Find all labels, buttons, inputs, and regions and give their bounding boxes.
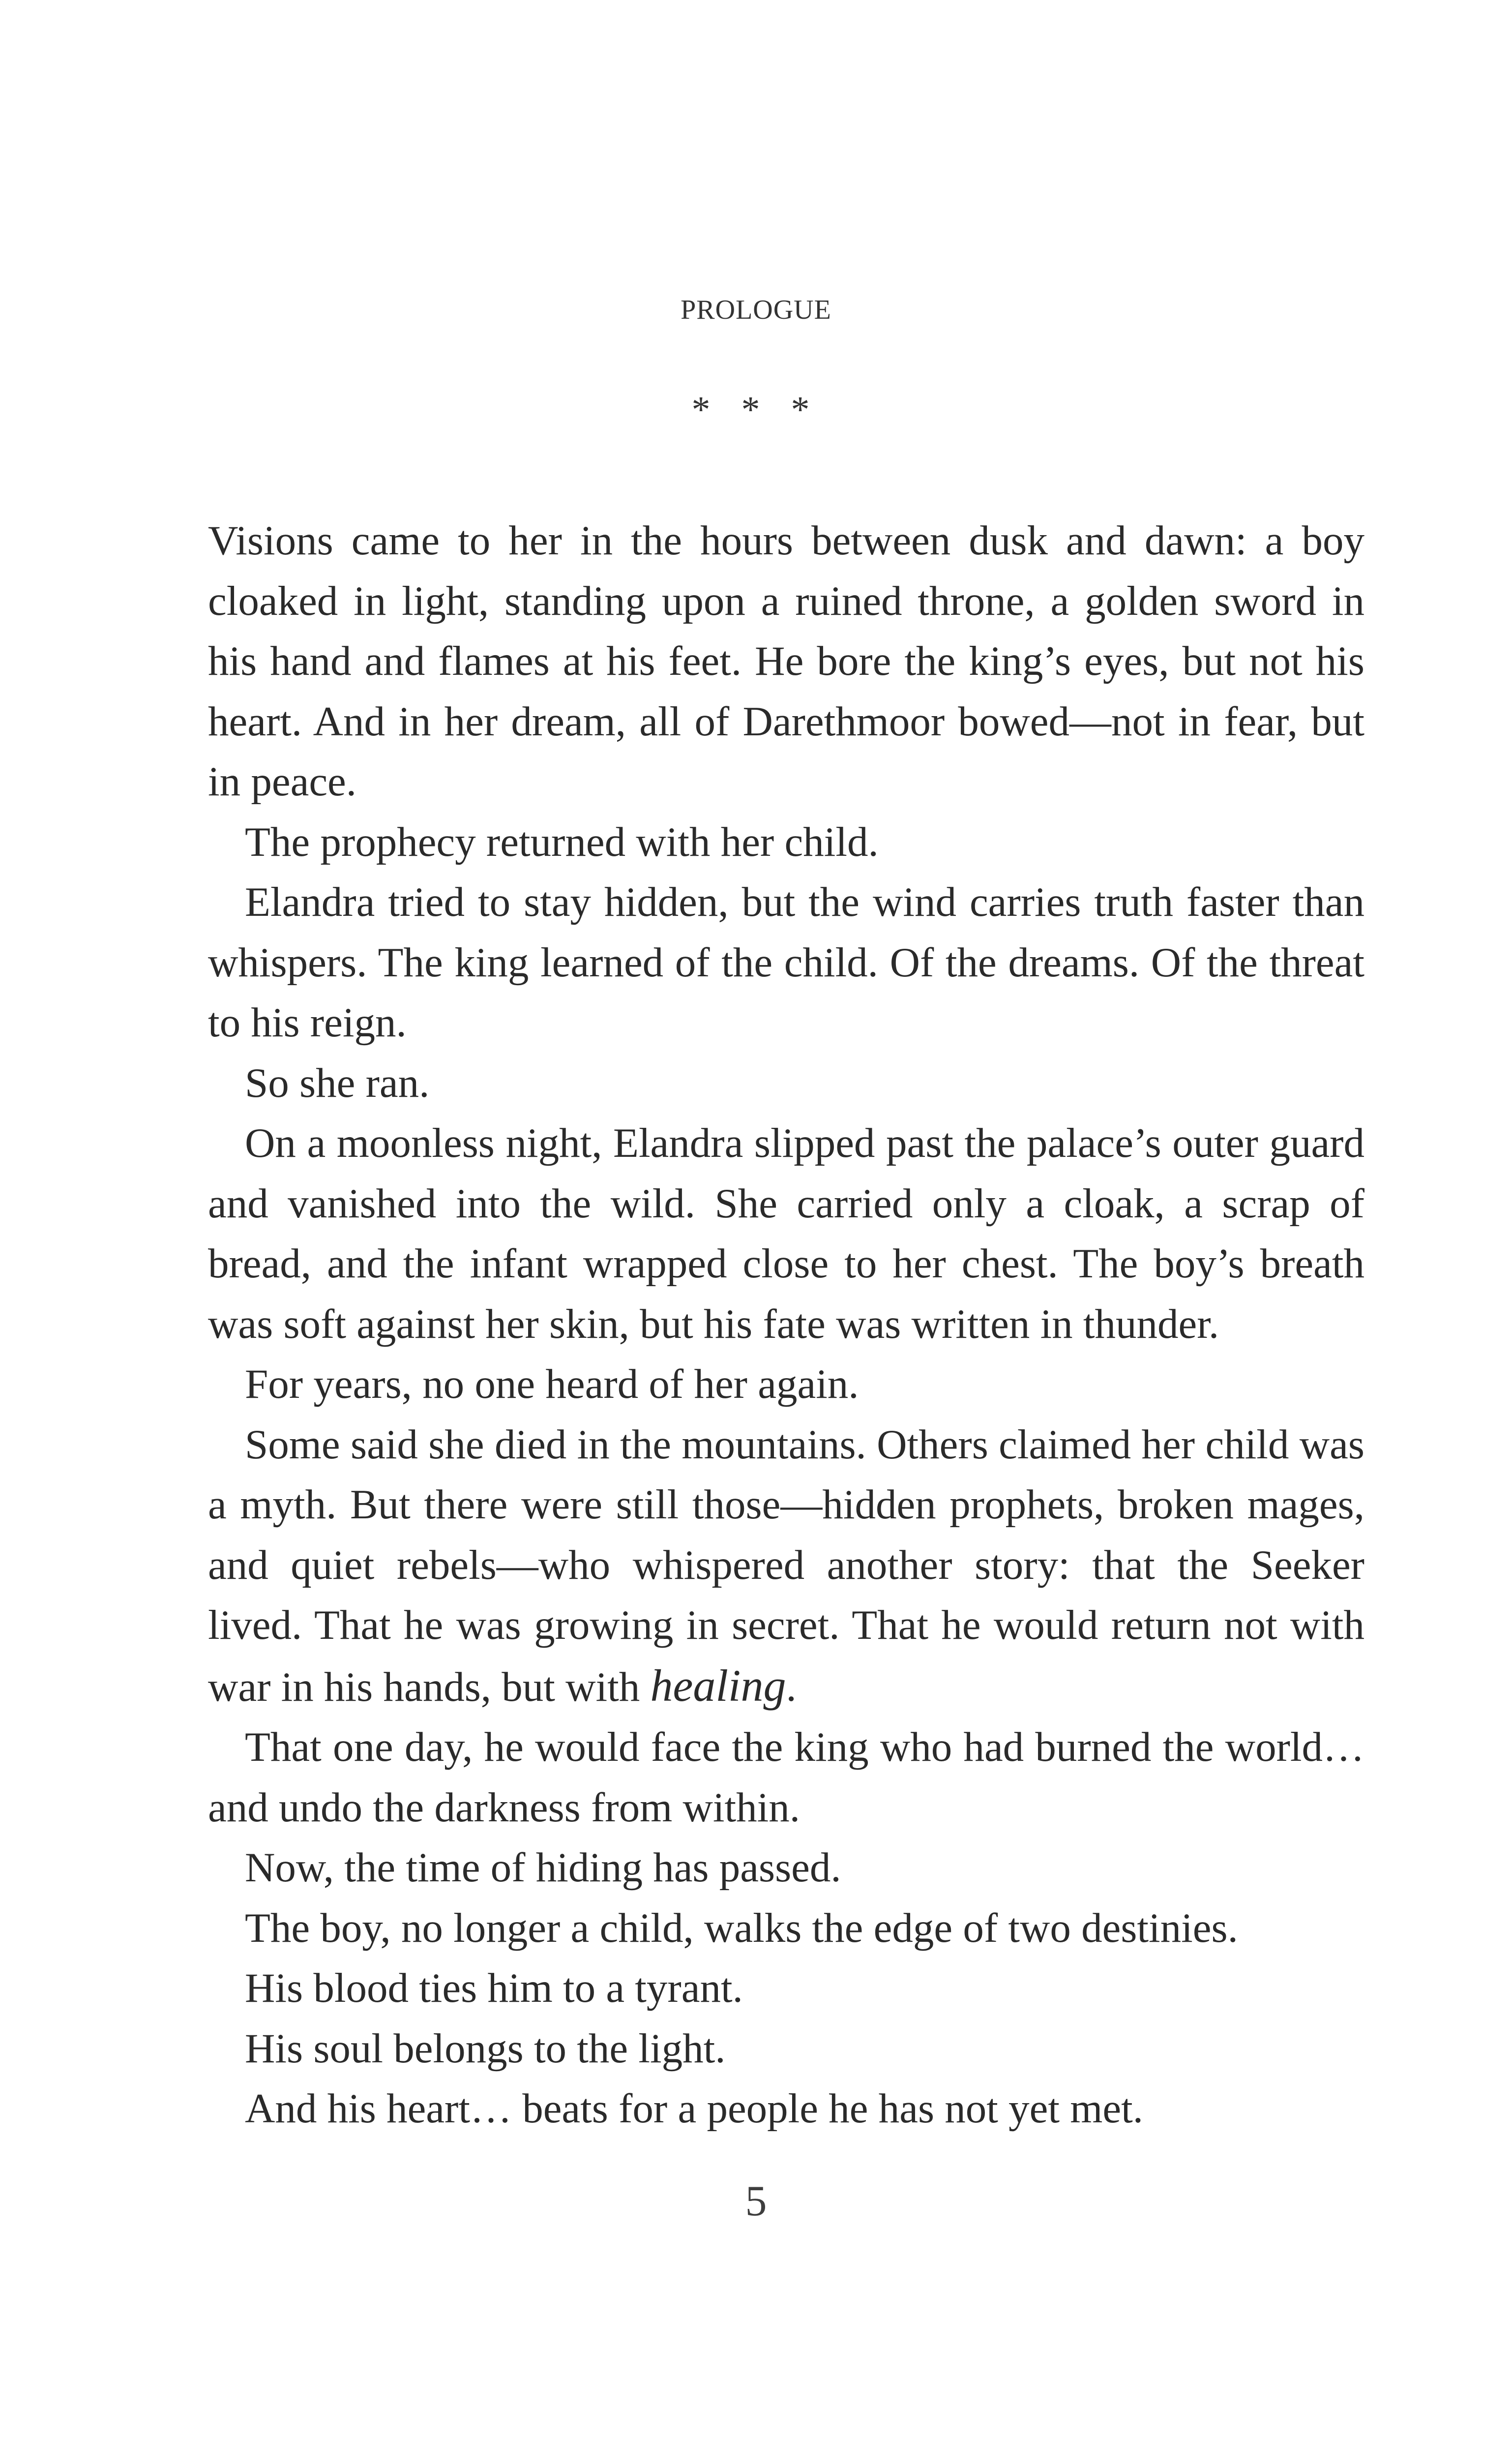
paragraph: Elandra tried to stay hidden, but the wind carries truth faster than whispers. The king learned of the child. Of the dreams. Of the threat to his reign. — [208, 879, 1364, 1046]
paragraph — [208, 1415, 1364, 1718]
paragraph: And his heart… beats for a people he has not yet met. — [245, 2085, 1143, 2132]
scene-break: * * * — [691, 389, 821, 430]
page-number: 5 — [745, 2177, 767, 2225]
running-head: PROLOGUE — [681, 295, 831, 325]
paragraph: His blood ties him to a tyrant. — [245, 1965, 743, 2011]
paragraph: Visions came to her in the hours between dusk and dawn: a boy cloaked in light, standing upon a ruined throne, a golden sword in his hand and flames at his feet. He bore the king’s eyes, but not his heart. And in her dream, all of Darethmoor bowed—not in fear, but in peace. — [208, 517, 1364, 805]
paragraph: That one day, he would face the king who had burned the world… and undo the darkness from within. — [208, 1724, 1364, 1831]
paragraph-punctuation: . — [786, 1663, 797, 1710]
paragraph: The boy, no longer a child, walks the edge of two destinies. — [245, 1904, 1238, 1951]
emphasized-word: healing — [650, 1660, 786, 1711]
paragraph: His soul belongs to the light. — [245, 2025, 726, 2072]
paragraph: Now, the time of hiding has passed. — [245, 1844, 841, 1891]
paragraph-text: Some said she died in the mountains. Others claimed her child was a myth. But there were still those—hidden prophets, broken mages, and quiet rebels—who whispered another story: that the Seeker lived. That he was growing in secret. That he would return not with war in his hands, but with — [208, 1421, 1364, 1710]
paragraph: So she ran. — [245, 1059, 430, 1106]
body-text — [208, 511, 1364, 2139]
paragraph: On a moonless night, Elandra slipped past the palace’s outer guard and vanished into the wild. She carried only a cloak, a scrap of bread, and the infant wrapped close to her chest. The boy’s breath was soft against her skin, but his fate was written in thunder. — [208, 1120, 1364, 1347]
paragraph: The prophecy returned with her child. — [245, 818, 879, 865]
paragraph: For years, no one heard of her again. — [245, 1361, 859, 1407]
